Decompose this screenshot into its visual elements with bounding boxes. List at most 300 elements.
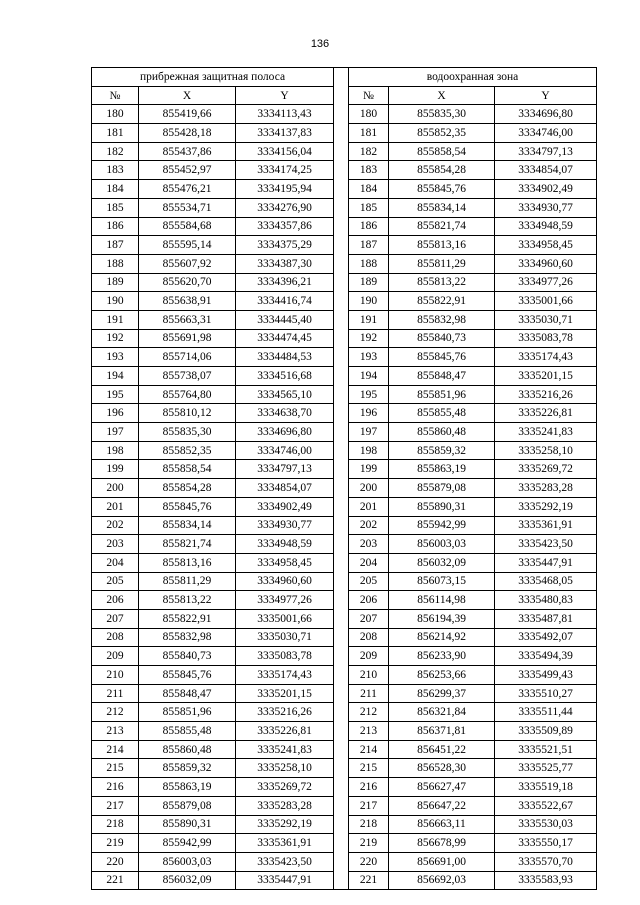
left-y-cell: 3334930,77 (236, 516, 334, 535)
left-x-cell: 855834,14 (139, 516, 236, 535)
right-x-cell: 855855,48 (389, 404, 495, 423)
left-y-cell: 3335174,43 (236, 666, 334, 685)
right-x-cell: 856691,00 (389, 852, 495, 871)
left-x-cell: 855419,66 (139, 105, 236, 124)
table-row (92, 310, 597, 329)
left-y-cell: 3334960,60 (236, 572, 334, 591)
left-num-cell: 193 (92, 348, 139, 367)
right-num-cell: 185 (349, 198, 389, 217)
table-row (92, 254, 597, 273)
column-gap (334, 292, 349, 311)
left-x-cell: 855863,19 (139, 778, 236, 797)
left-num-cell: 216 (92, 778, 139, 797)
column-gap (334, 310, 349, 329)
table-row (92, 759, 597, 778)
table-row (92, 703, 597, 722)
right-num-cell: 214 (349, 740, 389, 759)
left-y-header: Y (236, 86, 334, 105)
left-y-cell: 3334387,30 (236, 254, 334, 273)
right-x-cell: 856663,11 (389, 815, 495, 834)
left-y-cell: 3334516,68 (236, 367, 334, 386)
right-y-cell: 3335292,19 (495, 497, 597, 516)
right-x-cell: 855840,73 (389, 329, 495, 348)
column-gap (334, 666, 349, 685)
column-gap (334, 740, 349, 759)
right-num-cell: 203 (349, 535, 389, 554)
table-row (92, 180, 597, 199)
column-gap (334, 834, 349, 853)
coordinates-table (91, 67, 597, 890)
left-y-cell: 3335269,72 (236, 778, 334, 797)
right-y-cell: 3335487,81 (495, 609, 597, 628)
left-y-cell: 3334565,10 (236, 385, 334, 404)
right-y-cell: 3335511,44 (495, 703, 597, 722)
left-y-cell: 3334746,00 (236, 441, 334, 460)
left-num-cell: 213 (92, 722, 139, 741)
right-num-cell: 211 (349, 684, 389, 703)
left-y-cell: 3335283,28 (236, 796, 334, 815)
left-num-cell: 220 (92, 852, 139, 871)
left-num-cell: 183 (92, 161, 139, 180)
right-num-cell: 184 (349, 180, 389, 199)
right-num-cell: 198 (349, 441, 389, 460)
left-num-cell: 182 (92, 142, 139, 161)
left-num-cell: 185 (92, 198, 139, 217)
right-num-cell: 206 (349, 591, 389, 610)
right-y-cell: 3335174,43 (495, 348, 597, 367)
left-x-header: X (139, 86, 236, 105)
column-gap (334, 423, 349, 442)
left-y-cell: 3334484,53 (236, 348, 334, 367)
column-gap (334, 516, 349, 535)
left-num-cell: 181 (92, 124, 139, 143)
left-section-title: прибрежная защитная полоса (92, 68, 334, 87)
left-num-cell: 218 (92, 815, 139, 834)
table-row (92, 404, 597, 423)
left-y-cell: 3335292,19 (236, 815, 334, 834)
right-num-cell: 190 (349, 292, 389, 311)
right-y-cell: 3335361,91 (495, 516, 597, 535)
section-header-row (92, 68, 597, 87)
column-gap (334, 647, 349, 666)
left-y-cell: 3334474,45 (236, 329, 334, 348)
left-num-cell: 211 (92, 684, 139, 703)
left-x-cell: 855845,76 (139, 666, 236, 685)
left-num-cell: 197 (92, 423, 139, 442)
left-num-cell: 210 (92, 666, 139, 685)
table-row (92, 553, 597, 572)
right-x-cell: 856194,39 (389, 609, 495, 628)
left-x-cell: 855428,18 (139, 124, 236, 143)
table-row (92, 722, 597, 741)
right-num-cell: 202 (349, 516, 389, 535)
right-num-cell: 200 (349, 479, 389, 498)
right-num-cell: 192 (349, 329, 389, 348)
table-row (92, 609, 597, 628)
left-x-cell: 855822,91 (139, 609, 236, 628)
right-x-cell: 855811,29 (389, 254, 495, 273)
left-y-cell: 3335030,71 (236, 628, 334, 647)
right-y-cell: 3335492,07 (495, 628, 597, 647)
right-num-cell: 216 (349, 778, 389, 797)
left-x-cell: 855821,74 (139, 535, 236, 554)
right-y-cell: 3334902,49 (495, 180, 597, 199)
left-x-cell: 855860,48 (139, 740, 236, 759)
left-y-cell: 3334977,26 (236, 591, 334, 610)
right-x-cell: 855813,22 (389, 273, 495, 292)
right-x-cell: 856299,37 (389, 684, 495, 703)
column-gap (334, 198, 349, 217)
left-x-cell: 855813,16 (139, 553, 236, 572)
column-gap (334, 142, 349, 161)
right-y-cell: 3335468,05 (495, 572, 597, 591)
table-row (92, 516, 597, 535)
left-num-cell: 221 (92, 871, 139, 890)
left-x-cell: 855534,71 (139, 198, 236, 217)
left-num-cell: 219 (92, 834, 139, 853)
table-row (92, 740, 597, 759)
left-x-cell: 855620,70 (139, 273, 236, 292)
left-y-cell: 3334416,74 (236, 292, 334, 311)
right-num-cell: 182 (349, 142, 389, 161)
right-num-cell: 191 (349, 310, 389, 329)
right-y-cell: 3335583,93 (495, 871, 597, 890)
left-num-cell: 202 (92, 516, 139, 535)
column-gap (334, 460, 349, 479)
right-num-cell: 219 (349, 834, 389, 853)
left-y-cell: 3334396,21 (236, 273, 334, 292)
right-y-cell: 3335283,28 (495, 479, 597, 498)
left-num-header: № (92, 86, 139, 105)
left-x-cell: 855859,32 (139, 759, 236, 778)
right-num-cell: 183 (349, 161, 389, 180)
column-gap (334, 404, 349, 423)
column-gap (334, 535, 349, 554)
right-x-cell: 855854,28 (389, 161, 495, 180)
left-y-cell: 3335423,50 (236, 852, 334, 871)
column-gap (334, 273, 349, 292)
right-y-cell: 3335499,43 (495, 666, 597, 685)
table-row (92, 852, 597, 871)
right-y-cell: 3334958,45 (495, 236, 597, 255)
right-num-cell: 199 (349, 460, 389, 479)
right-x-cell: 855858,54 (389, 142, 495, 161)
right-x-cell: 856647,22 (389, 796, 495, 815)
right-num-cell: 210 (349, 666, 389, 685)
right-x-cell: 855852,35 (389, 124, 495, 143)
left-x-cell: 855663,31 (139, 310, 236, 329)
right-x-cell: 855835,30 (389, 105, 495, 124)
right-y-header: Y (495, 86, 597, 105)
right-y-cell: 3335226,81 (495, 404, 597, 423)
left-num-cell: 203 (92, 535, 139, 554)
right-y-cell: 3334696,80 (495, 105, 597, 124)
left-y-cell: 3334638,70 (236, 404, 334, 423)
left-num-cell: 186 (92, 217, 139, 236)
left-x-cell: 856003,03 (139, 852, 236, 871)
right-x-cell: 855821,74 (389, 217, 495, 236)
column-gap (334, 180, 349, 199)
left-x-cell: 855738,07 (139, 367, 236, 386)
column-gap (334, 852, 349, 871)
right-num-cell: 205 (349, 572, 389, 591)
left-y-cell: 3334854,07 (236, 479, 334, 498)
right-x-cell: 856032,09 (389, 553, 495, 572)
column-gap (334, 236, 349, 255)
right-num-cell: 212 (349, 703, 389, 722)
left-x-cell: 855638,91 (139, 292, 236, 311)
table-row (92, 292, 597, 311)
left-x-cell: 855890,31 (139, 815, 236, 834)
right-num-cell: 213 (349, 722, 389, 741)
right-y-cell: 3335525,77 (495, 759, 597, 778)
left-num-cell: 200 (92, 479, 139, 498)
left-y-cell: 3334357,86 (236, 217, 334, 236)
column-gap (334, 385, 349, 404)
left-y-cell: 3334156,04 (236, 142, 334, 161)
right-y-cell: 3335519,18 (495, 778, 597, 797)
right-y-cell: 3335241,83 (495, 423, 597, 442)
right-y-cell: 3334854,07 (495, 161, 597, 180)
column-gap (334, 479, 349, 498)
table-row (92, 666, 597, 685)
column-gap (334, 497, 349, 516)
right-y-cell: 3335201,15 (495, 367, 597, 386)
right-x-cell: 856321,84 (389, 703, 495, 722)
table-row (92, 217, 597, 236)
page-number: 136 (310, 38, 330, 50)
left-num-cell: 199 (92, 460, 139, 479)
right-x-cell: 855832,98 (389, 310, 495, 329)
right-y-cell: 3334746,00 (495, 124, 597, 143)
left-y-cell: 3334375,29 (236, 236, 334, 255)
left-num-cell: 184 (92, 180, 139, 199)
right-x-cell: 855942,99 (389, 516, 495, 535)
column-gap (334, 815, 349, 834)
right-x-cell: 856253,66 (389, 666, 495, 685)
left-num-cell: 206 (92, 591, 139, 610)
right-x-cell: 856528,30 (389, 759, 495, 778)
right-num-cell: 197 (349, 423, 389, 442)
right-x-cell: 855848,47 (389, 367, 495, 386)
right-x-cell: 855890,31 (389, 497, 495, 516)
left-x-cell: 855851,96 (139, 703, 236, 722)
table-row (92, 572, 597, 591)
right-num-cell: 193 (349, 348, 389, 367)
left-x-cell: 855691,98 (139, 329, 236, 348)
table-row (92, 385, 597, 404)
column-gap (334, 703, 349, 722)
table-row (92, 348, 597, 367)
right-num-cell: 220 (349, 852, 389, 871)
left-y-cell: 3335241,83 (236, 740, 334, 759)
left-x-cell: 855879,08 (139, 796, 236, 815)
table-row (92, 124, 597, 143)
table-row (92, 684, 597, 703)
left-y-cell: 3334948,59 (236, 535, 334, 554)
left-x-cell: 855855,48 (139, 722, 236, 741)
table-row (92, 367, 597, 386)
right-y-cell: 3335510,27 (495, 684, 597, 703)
table-row (92, 497, 597, 516)
right-num-cell: 207 (349, 609, 389, 628)
right-x-cell: 855860,48 (389, 423, 495, 442)
table-row (92, 236, 597, 255)
left-x-cell: 855840,73 (139, 647, 236, 666)
left-num-cell: 208 (92, 628, 139, 647)
left-x-cell: 855835,30 (139, 423, 236, 442)
table-row (92, 479, 597, 498)
right-num-cell: 215 (349, 759, 389, 778)
left-x-cell: 855595,14 (139, 236, 236, 255)
column-gap (334, 572, 349, 591)
right-y-cell: 3335216,26 (495, 385, 597, 404)
table-row (92, 273, 597, 292)
table-row (92, 460, 597, 479)
left-y-cell: 3335447,91 (236, 871, 334, 890)
table-row (92, 647, 597, 666)
right-y-cell: 3335030,71 (495, 310, 597, 329)
left-x-cell: 855845,76 (139, 497, 236, 516)
left-num-cell: 194 (92, 367, 139, 386)
right-num-cell: 217 (349, 796, 389, 815)
left-y-cell: 3335226,81 (236, 722, 334, 741)
column-gap (334, 722, 349, 741)
right-x-cell: 856627,47 (389, 778, 495, 797)
left-x-cell: 855764,80 (139, 385, 236, 404)
left-x-cell: 855854,28 (139, 479, 236, 498)
table-row (92, 796, 597, 815)
left-num-cell: 215 (92, 759, 139, 778)
left-y-cell: 3335083,78 (236, 647, 334, 666)
right-y-cell: 3335509,89 (495, 722, 597, 741)
right-num-cell: 181 (349, 124, 389, 143)
left-y-cell: 3334137,83 (236, 124, 334, 143)
left-num-cell: 189 (92, 273, 139, 292)
column-gap (334, 217, 349, 236)
left-x-cell: 855858,54 (139, 460, 236, 479)
right-num-cell: 209 (349, 647, 389, 666)
column-gap (334, 684, 349, 703)
right-y-cell: 3334977,26 (495, 273, 597, 292)
right-y-cell: 3335522,67 (495, 796, 597, 815)
table-row (92, 142, 597, 161)
left-x-cell: 856032,09 (139, 871, 236, 890)
left-num-cell: 204 (92, 553, 139, 572)
table-row (92, 834, 597, 853)
right-x-cell: 856114,98 (389, 591, 495, 610)
column-gap (334, 254, 349, 273)
left-y-cell: 3334902,49 (236, 497, 334, 516)
table-row (92, 441, 597, 460)
right-y-cell: 3335570,70 (495, 852, 597, 871)
table-row (92, 105, 597, 124)
left-num-cell: 192 (92, 329, 139, 348)
right-y-cell: 3335258,10 (495, 441, 597, 460)
right-y-cell: 3335269,72 (495, 460, 597, 479)
left-num-cell: 191 (92, 310, 139, 329)
left-num-cell: 214 (92, 740, 139, 759)
left-x-cell: 855476,21 (139, 180, 236, 199)
table-row (92, 198, 597, 217)
right-num-cell: 195 (349, 385, 389, 404)
right-y-cell: 3334797,13 (495, 142, 597, 161)
right-x-cell: 855845,76 (389, 180, 495, 199)
right-y-cell: 3335423,50 (495, 535, 597, 554)
left-x-cell: 855848,47 (139, 684, 236, 703)
right-x-cell: 855845,76 (389, 348, 495, 367)
right-num-cell: 186 (349, 217, 389, 236)
right-num-cell: 180 (349, 105, 389, 124)
column-gap (334, 348, 349, 367)
table-row (92, 591, 597, 610)
right-y-cell: 3335521,51 (495, 740, 597, 759)
left-num-cell: 196 (92, 404, 139, 423)
left-x-cell: 855452,97 (139, 161, 236, 180)
column-gap (334, 329, 349, 348)
right-x-cell: 856003,03 (389, 535, 495, 554)
left-num-cell: 195 (92, 385, 139, 404)
left-x-cell: 855832,98 (139, 628, 236, 647)
left-num-cell: 207 (92, 609, 139, 628)
column-gap (334, 759, 349, 778)
left-x-cell: 855714,06 (139, 348, 236, 367)
left-x-cell: 855852,35 (139, 441, 236, 460)
left-x-cell: 855811,29 (139, 572, 236, 591)
right-num-cell: 187 (349, 236, 389, 255)
left-y-cell: 3334958,45 (236, 553, 334, 572)
right-x-cell: 856214,92 (389, 628, 495, 647)
left-y-cell: 3335001,66 (236, 609, 334, 628)
table-row (92, 535, 597, 554)
right-num-cell: 188 (349, 254, 389, 273)
right-x-cell: 855879,08 (389, 479, 495, 498)
right-x-cell: 855851,96 (389, 385, 495, 404)
table-row (92, 778, 597, 797)
right-num-header: № (349, 86, 389, 105)
right-y-cell: 3334948,59 (495, 217, 597, 236)
right-y-cell: 3335480,83 (495, 591, 597, 610)
left-y-cell: 3334174,25 (236, 161, 334, 180)
right-x-cell: 855822,91 (389, 292, 495, 311)
column-gap (334, 161, 349, 180)
left-y-cell: 3335216,26 (236, 703, 334, 722)
table-row (92, 628, 597, 647)
left-y-cell: 3334797,13 (236, 460, 334, 479)
right-y-cell: 3334960,60 (495, 254, 597, 273)
right-num-cell: 204 (349, 553, 389, 572)
right-y-cell: 3335530,03 (495, 815, 597, 834)
column-gap (334, 628, 349, 647)
right-x-cell: 856233,90 (389, 647, 495, 666)
right-x-cell: 856073,15 (389, 572, 495, 591)
left-y-cell: 3334113,43 (236, 105, 334, 124)
right-num-cell: 208 (349, 628, 389, 647)
column-gap (334, 778, 349, 797)
right-section-title: водоохранная зона (349, 68, 597, 87)
left-num-cell: 187 (92, 236, 139, 255)
right-num-cell: 196 (349, 404, 389, 423)
right-y-cell: 3334930,77 (495, 198, 597, 217)
right-x-cell: 856371,81 (389, 722, 495, 741)
right-num-cell: 201 (349, 497, 389, 516)
left-y-cell: 3334195,94 (236, 180, 334, 199)
right-x-cell: 855863,19 (389, 460, 495, 479)
left-x-cell: 855813,22 (139, 591, 236, 610)
left-num-cell: 201 (92, 497, 139, 516)
left-y-cell: 3334696,80 (236, 423, 334, 442)
column-gap (334, 441, 349, 460)
